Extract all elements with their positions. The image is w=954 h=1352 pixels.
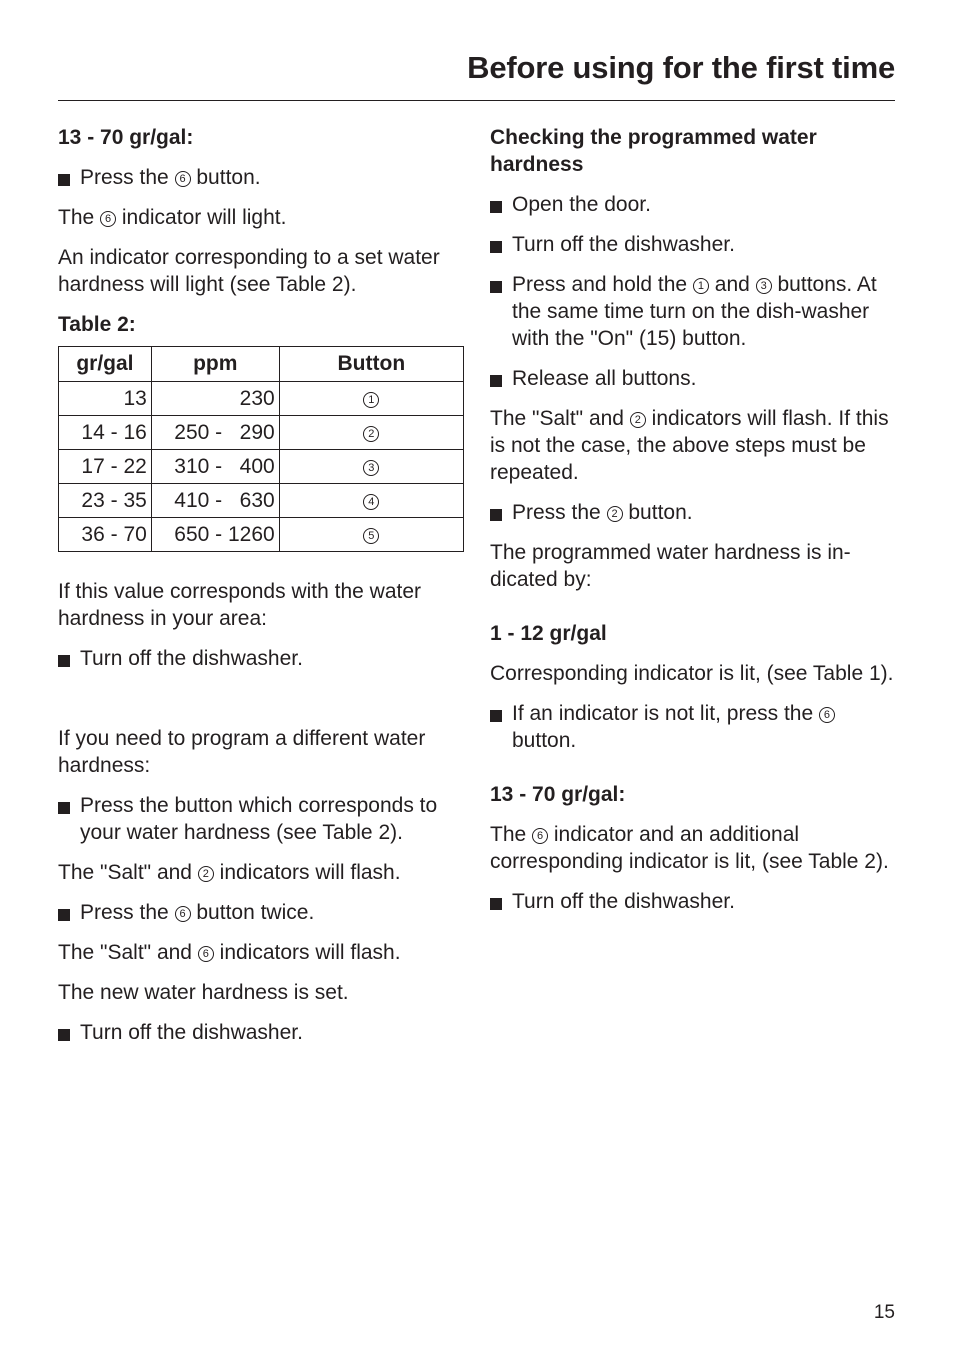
table-header-row <box>59 347 464 382</box>
button-number-icon: 6 <box>175 906 191 922</box>
bullet-square-icon <box>58 909 70 921</box>
button-number-icon: 6 <box>100 211 116 227</box>
bullet-square-icon <box>490 710 502 722</box>
section-heading: 13 - 70 gr/gal: <box>490 783 626 806</box>
button-number-icon: 2 <box>607 506 623 522</box>
table-cell: 13 <box>59 382 152 416</box>
table-cell: 250 - 290 <box>151 416 279 450</box>
table-row <box>59 416 464 450</box>
bullet-square-icon <box>58 802 70 814</box>
paragraph: The programmed water hardness is in-dicated by: <box>490 541 851 591</box>
bullet-square-icon <box>490 201 502 213</box>
button-number-icon: 3 <box>363 460 379 476</box>
bullet-square-icon <box>490 898 502 910</box>
button-number-icon: 2 <box>198 866 214 882</box>
bullet-item: Turn off the dishwasher. <box>490 888 900 915</box>
bullet-item: Press the 6 button. <box>58 164 468 191</box>
left-column <box>58 124 468 1059</box>
button-number-icon: 6 <box>175 171 191 187</box>
table-cell: 650 - 1260 <box>151 518 279 552</box>
table-cell <box>279 484 463 518</box>
table-row <box>59 518 464 552</box>
bullet-item: Press the button which corresponds to your water hardness (see Table 2). <box>58 792 468 846</box>
bullet-item: Press the 2 button. <box>490 499 900 526</box>
paragraph: Corresponding indicator is lit, (see Table 1). <box>490 662 894 685</box>
bullet-item: Turn off the dishwasher. <box>58 645 468 672</box>
table-cell <box>279 450 463 484</box>
button-number-icon: 1 <box>363 392 379 408</box>
bullet-item: Turn off the dishwasher. <box>490 231 900 258</box>
bullet-item: Press and hold the 1 and 3 buttons. At the same time turn on the dish-washer with the "On" (15) button. <box>490 271 900 352</box>
bullet-square-icon <box>490 281 502 293</box>
paragraph: If this value corresponds with the water hardness in your area: <box>58 580 422 630</box>
bullet-square-icon <box>58 174 70 186</box>
button-number-icon: 4 <box>363 494 379 510</box>
button-number-icon: 6 <box>819 707 835 723</box>
table-cell: 14 - 16 <box>59 416 152 450</box>
paragraph: The 6 indicator will light. <box>58 206 287 229</box>
bullet-square-icon <box>490 241 502 253</box>
table-row <box>59 484 464 518</box>
table-cell: 17 - 22 <box>59 450 152 484</box>
column-header: ppm <box>151 347 279 382</box>
table-cell: 36 - 70 <box>59 518 152 552</box>
button-number-icon: 1 <box>693 278 709 294</box>
paragraph: The "Salt" and 2 indicators will flash. <box>58 861 401 884</box>
button-number-icon: 6 <box>198 946 214 962</box>
section-heading: 1 - 12 gr/gal <box>490 622 607 645</box>
section-heading: Checking the programmed water hardness <box>490 126 817 176</box>
bullet-item: Press the 6 button twice. <box>58 899 468 926</box>
section-heading: 13 - 70 gr/gal: <box>58 126 194 149</box>
table-cell <box>279 416 463 450</box>
table-cell: 230 <box>151 382 279 416</box>
page-title: Before using for the first time <box>467 50 895 85</box>
button-number-icon: 2 <box>363 426 379 442</box>
table-cell <box>279 518 463 552</box>
right-column <box>490 124 900 928</box>
bullet-square-icon <box>58 655 70 667</box>
hardness-table <box>58 346 464 552</box>
button-number-icon: 2 <box>630 412 646 428</box>
table-cell: 310 - 400 <box>151 450 279 484</box>
paragraph: The 6 indicator and an additional corresponding indicator is lit, (see Table 2). <box>490 823 889 873</box>
paragraph: The new water hardness is set. <box>58 981 349 1004</box>
table-label: Table 2: <box>58 313 136 336</box>
table-row <box>59 382 464 416</box>
header-rule <box>58 100 895 101</box>
paragraph: The "Salt" and 2 indicators will flash. If this is not the case, the above steps must be repeated. <box>490 407 889 484</box>
paragraph: An indicator corresponding to a set water hardness will light (see Table 2). <box>58 246 440 296</box>
table-cell <box>279 382 463 416</box>
table-cell: 23 - 35 <box>59 484 152 518</box>
bullet-item: If an indicator is not lit, press the 6 button. <box>490 700 900 754</box>
paragraph: If you need to program a different water hardness: <box>58 727 426 777</box>
column-header: Button <box>279 347 463 382</box>
bullet-item: Release all buttons. <box>490 365 900 392</box>
bullet-square-icon <box>58 1029 70 1041</box>
paragraph: The "Salt" and 6 indicators will flash. <box>58 941 401 964</box>
page-number: 15 <box>873 1302 895 1323</box>
button-number-icon: 5 <box>363 528 379 544</box>
button-number-icon: 3 <box>756 278 772 294</box>
table-cell: 410 - 630 <box>151 484 279 518</box>
spacer <box>58 685 468 725</box>
button-number-icon: 6 <box>532 828 548 844</box>
column-header: gr/gal <box>59 347 152 382</box>
bullet-item: Turn off the dishwasher. <box>58 1019 468 1046</box>
bullet-item: Open the door. <box>490 191 900 218</box>
bullet-square-icon <box>490 509 502 521</box>
bullet-square-icon <box>490 375 502 387</box>
table-row <box>59 450 464 484</box>
